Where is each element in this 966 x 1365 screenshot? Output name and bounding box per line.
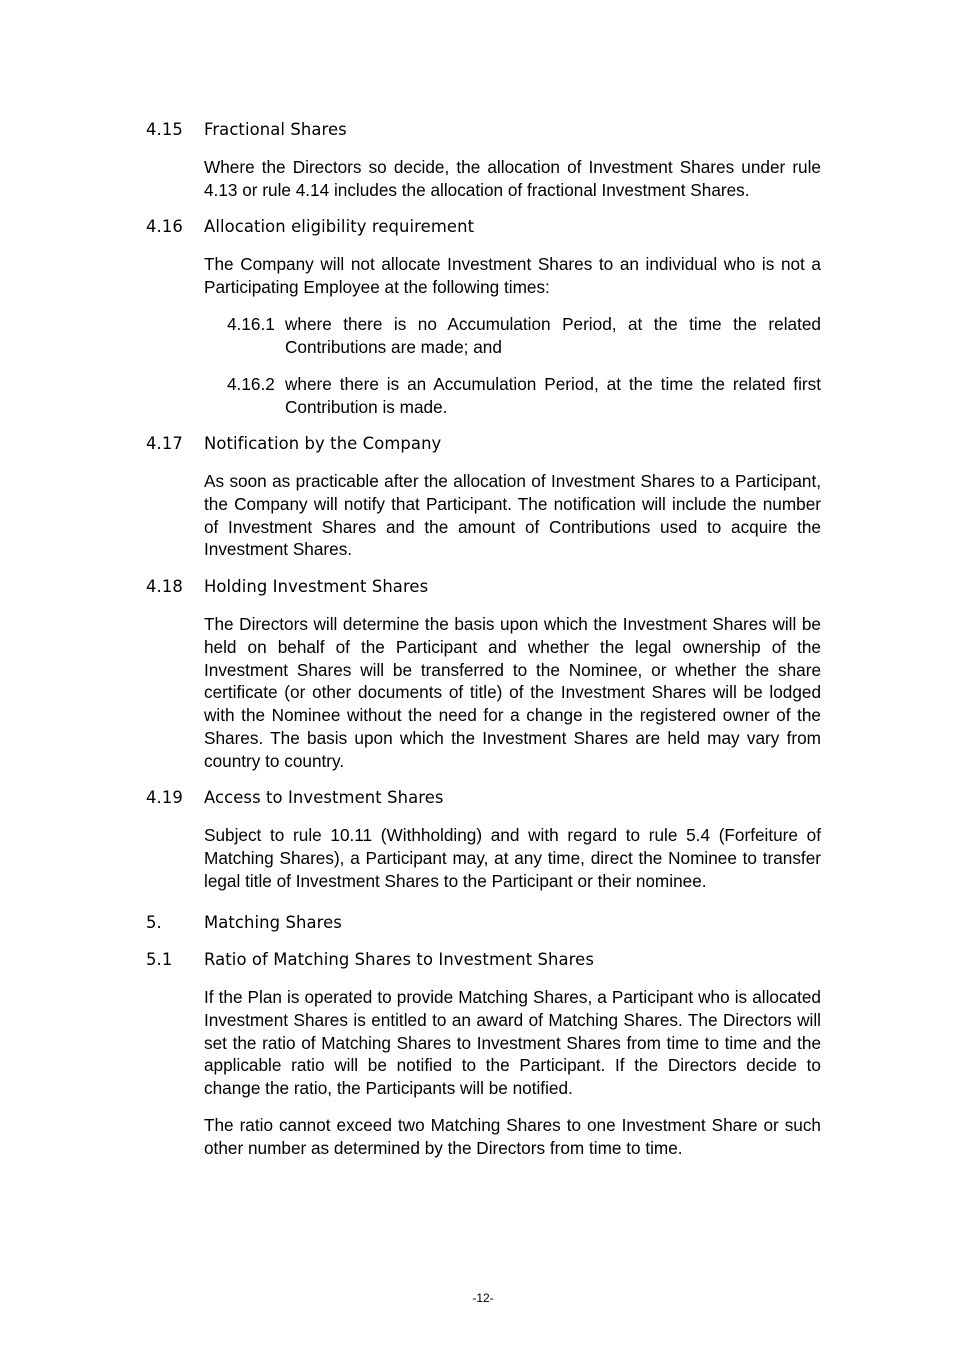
section-paragraph: The Company will not allocate Investment Shares to an individual who is not a Participating Employee at the following times: <box>204 254 821 297</box>
subclause-number: 4.16.2 <box>227 374 275 394</box>
subclause-number: 4.16.1 <box>227 314 275 334</box>
section-title: Notification by the Company <box>204 434 442 453</box>
section-heading-5 <box>146 911 826 935</box>
section-number: 5. <box>146 913 162 932</box>
section-paragraph: Where the Directors so decide, the allocation of Investment Shares under rule 4.13 or rule 4.14 includes the allocation of fractional Investment Shares. <box>204 157 821 200</box>
page-number: -12- <box>472 1291 494 1305</box>
section-number: 4.18 <box>146 577 183 596</box>
section-paragraph: The ratio cannot exceed two Matching Shares to one Investment Share or such other number as determined by the Directors from time to time. <box>204 1115 821 1158</box>
section-heading-4-16 <box>146 215 826 239</box>
subclause-text: where there is no Accumulation Period, at the time the related Contributions are made; and <box>285 314 821 357</box>
section-paragraph: If the Plan is operated to provide Matching Shares, a Participant who is allocated Investment Shares is entitled to an award of Matching Shares. The Directors will set the ratio of Matching Shares to Investment Shares from time to time and the applicable ratio will be notified to the Participant. If the Directors decide to change the ratio, the Participants will be notified. <box>204 987 821 1099</box>
section-heading-4-19 <box>146 786 826 810</box>
section-heading-5-1 <box>146 948 826 972</box>
section-number: 4.16 <box>146 217 183 236</box>
section-heading-4-18 <box>146 575 826 599</box>
section-title: Ratio of Matching Shares to Investment Shares <box>204 950 594 969</box>
section-title: Holding Investment Shares <box>204 577 429 596</box>
section-heading-4-17 <box>146 432 826 456</box>
section-title: Matching Shares <box>204 913 342 932</box>
section-title: Fractional Shares <box>204 120 347 139</box>
subclause-text: where there is an Accumulation Period, at the time the related first Contribution is made. <box>285 374 821 417</box>
section-heading-4-15 <box>146 118 826 142</box>
section-number: 5.1 <box>146 950 173 969</box>
section-title: Allocation eligibility requirement <box>204 217 475 236</box>
section-title: Access to Investment Shares <box>204 788 444 807</box>
section-number: 4.17 <box>146 434 183 453</box>
section-number: 4.15 <box>146 120 183 139</box>
section-paragraph: Subject to rule 10.11 (Withholding) and with regard to rule 5.4 (Forfeiture of Matching Shares), a Participant may, at any time, direct the Nominee to transfer legal title of Investment Shares to the Participant or their nominee. <box>204 825 821 891</box>
section-number: 4.19 <box>146 788 183 807</box>
section-paragraph: As soon as practicable after the allocation of Investment Shares to a Participant, the Company will notify that Participant. The notification will include the number of Investment Shares and the amount of Contributions used to acquire the Investment Shares. <box>204 471 821 560</box>
section-paragraph: The Directors will determine the basis upon which the Investment Shares will be held on behalf of the Participant and whether the legal ownership of the Investment Shares will be transferred to the Nominee, or whether the share certificate (or other documents of title) of the Investment Shares will be lodged with the Nominee without the need for a change in the registered owner of the Shares. The basis upon which the Investment Shares are held may vary from country to country. <box>204 614 821 771</box>
